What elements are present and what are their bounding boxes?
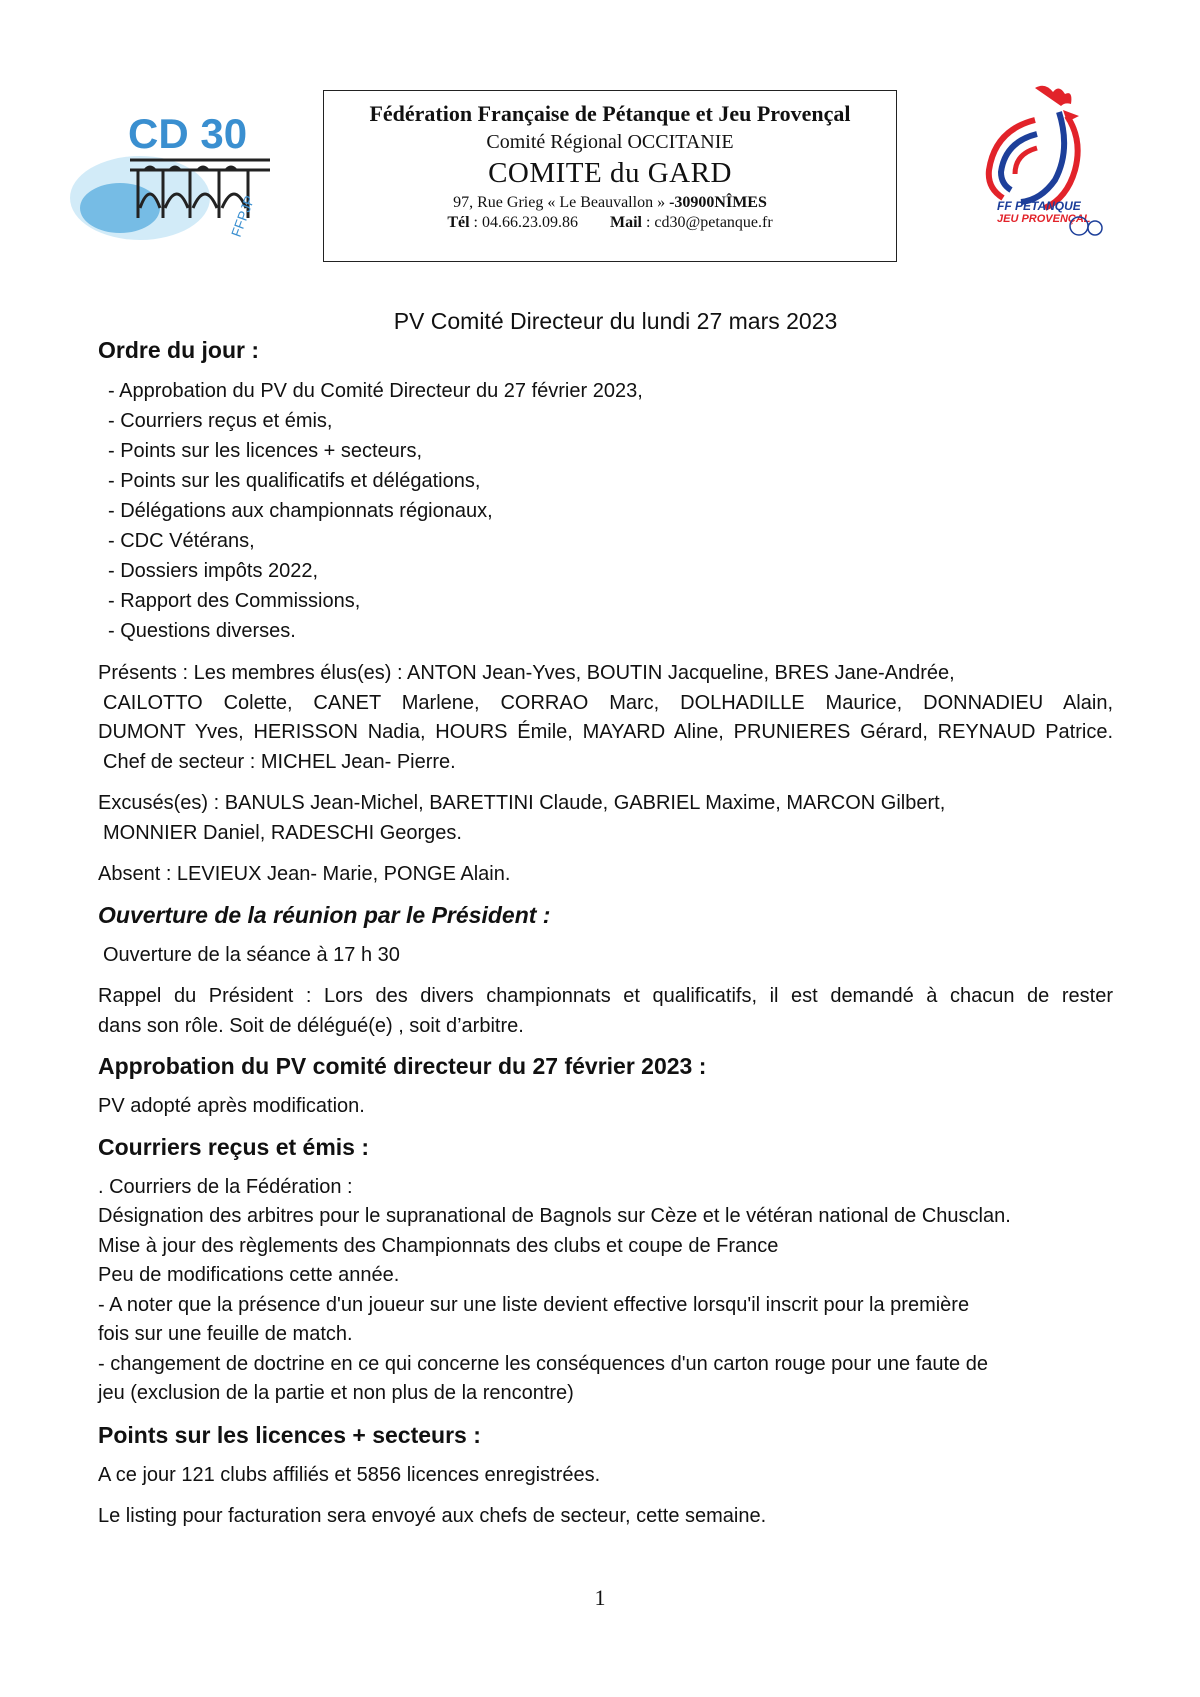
list-item: - Rapport des Commissions, (108, 590, 361, 612)
list-item: - Points sur les licences + secteurs, (108, 440, 423, 462)
document-title: PV Comité Directeur du lundi 27 mars 2023 (393, 308, 838, 334)
cd30-logo-text: CD 30 (128, 110, 248, 157)
cd30-logo (60, 98, 280, 248)
document-body (98, 302, 1113, 1544)
contact (324, 214, 896, 232)
header-box (323, 90, 897, 262)
list-item: - Approbation du PV du Comité Directeur du 27 février 2023, (108, 380, 643, 402)
street: 97, Rue Grieg « Le Beauvallon » (453, 194, 670, 211)
mail-label: Mail (609, 214, 642, 231)
licences-billing: Le listing pour facturation sera envoyé aux chefs de secteur, cette semaine. (98, 1505, 767, 1527)
opening-time: Ouverture de la séance à 17 h 30 (103, 943, 400, 966)
ffpjp-text: FFPJP (227, 193, 258, 240)
mail-line: jeu (exclusion de la partie et non plus de la rencontre) (98, 1382, 574, 1404)
mail-line: - changement de doctrine en ce qui concerne les conséquences d'un carton rouge pour une faute de (98, 1352, 988, 1375)
tel-label: Tél (447, 214, 470, 231)
list-item: - Points sur les qualificatifs et délégations, (108, 470, 481, 492)
mail-line: Désignation des arbitres pour le supranational de Bagnols sur Cèze et le vétéran national de Chusclan. (98, 1205, 1011, 1227)
ffpjp-rooster-logo (975, 80, 1115, 245)
address (324, 194, 896, 212)
reminder-line: Rappel du Président : Lors des divers championnats et qualificatifs, il est demandé à chacun de rester (98, 985, 1113, 1007)
regional-committee: Comité Régional OCCITANIE (486, 131, 734, 153)
federation-name: Fédération Française de Pétanque et Jeu Provençal (369, 101, 851, 126)
excused-members (98, 789, 1113, 848)
approval-heading: Approbation du PV comité directeur du 27 février 2023 : (98, 1053, 707, 1079)
agenda-heading: Ordre du jour : (98, 337, 259, 363)
present-line: Présents : Les membres élus(es) : ANTON Jean-Yves, BOUTIN Jacqueline, BRES Jane-Andrée, (98, 662, 955, 684)
present-members (98, 659, 1113, 777)
approval-text: PV adopté après modification. (98, 1095, 365, 1117)
sector-chief: Chef de secteur : MICHEL Jean- Pierre. (103, 750, 456, 773)
list-item: - Dossiers impôts 2022, (108, 560, 319, 582)
jeu-provencal-text: JEU PROVENÇAL (997, 213, 1091, 225)
mail-text (98, 1173, 1113, 1409)
agenda-list (98, 376, 1113, 646)
committee-name: COMITE du GARD (488, 157, 732, 189)
reminder-line: dans son rôle. Soit de délégué(e) , soit d’arbitre. (98, 1014, 524, 1037)
page-number: 1 (594, 1585, 606, 1610)
absent-members: Absent : LEVIEUX Jean- Marie, PONGE Alain. (98, 863, 511, 885)
mail-line: . Courriers de la Fédération : (98, 1175, 353, 1198)
postcode: -30900NÎMES (669, 194, 767, 211)
present-line: CAILOTTO Colette, CANET Marlene, CORRAO Marc, DOLHADILLE Maurice, DONNADIEU Alain, (103, 691, 1113, 714)
mail-value: : cd30@petanque.fr (641, 214, 773, 231)
tel-value: : 04.66.23.09.86 (469, 214, 578, 231)
licences-heading: Points sur les licences + secteurs : (98, 1421, 481, 1448)
mail-line: Mise à jour des règlements des Championnats des clubs et coupe de France (98, 1234, 779, 1257)
licences-count: A ce jour 121 clubs affiliés et 5856 licences enregistrées. (98, 1463, 601, 1486)
excused-line: Excusés(es) : BANULS Jean-Michel, BARETTINI Claude, GABRIEL Maxime, MARCON Gilbert, (98, 792, 946, 814)
excused-line: MONNIER Daniel, RADESCHI Georges. (103, 821, 462, 844)
president-reminder (98, 982, 1113, 1041)
list-item: - Courriers reçus et émis, (108, 410, 333, 432)
opening-heading: Ouverture de la réunion par le Président : (98, 901, 551, 928)
mail-heading: Courriers reçus et émis : (98, 1133, 370, 1160)
list-item: - Délégations aux championnats régionaux, (108, 500, 493, 522)
list-item: - Questions diverses. (108, 620, 296, 642)
mail-line: Peu de modifications cette année. (98, 1264, 400, 1286)
list-item: - CDC Vétérans, (108, 530, 255, 552)
present-line: DUMONT Yves, HERISSON Nadia, HOURS Émile, MAYARD Aline, PRUNIERES Gérard, REYNAUD Patrice. (98, 721, 1113, 743)
ff-petanque-text: FF PETANQUE (997, 199, 1081, 213)
mail-line: fois sur une feuille de match. (98, 1323, 353, 1345)
mail-line: - A noter que la présence d'un joueur sur une liste devient effective lorsqu'il inscrit pour la première (98, 1293, 970, 1316)
